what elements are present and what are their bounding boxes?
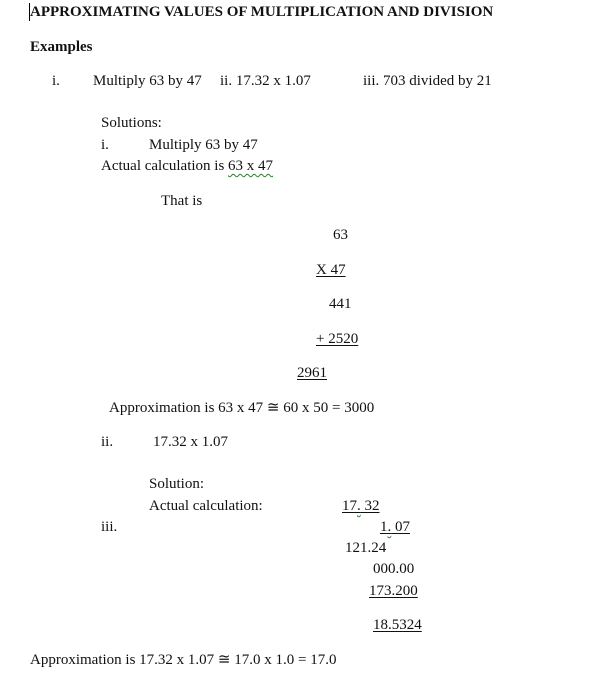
iii-marker: iii.: [101, 519, 118, 535]
mult1-top: 63: [333, 227, 348, 243]
mult2-top: 17. 32: [342, 498, 380, 514]
actual-calculation-line: [101, 157, 273, 175]
actual-calculation-expression: 63 x 47: [228, 158, 274, 174]
mult1-result: 2961: [297, 365, 327, 381]
examples-heading: Examples: [30, 39, 93, 55]
mult2-mid-int: 1: [380, 519, 388, 535]
actual-calculation-label: Actual calculation:: [149, 498, 263, 514]
mult1-partial1: 441: [329, 296, 352, 312]
mult2-top-frac: 32: [364, 498, 380, 514]
solution-i-number: i.: [101, 137, 109, 153]
solution-ii-number: ii.: [101, 434, 114, 450]
mult2-row2: 000.00: [373, 561, 415, 577]
mult2-multiplier: 1. 07: [380, 519, 410, 535]
mult2-row1: 121.24: [345, 540, 387, 556]
mult2-mid-frac: 07: [395, 519, 410, 535]
page-title: APPROXIMATING VALUES OF MULTIPLICATION AND DIVISION: [30, 4, 494, 20]
mult2-top-int: 17: [342, 498, 357, 514]
solution-i-text: Multiply 63 by 47: [149, 137, 258, 153]
approximation-2: Approximation is 17.32 x 1.07 ≅ 17.0 x 1.0 = 17.0: [30, 652, 337, 668]
example-i-number: i.: [52, 73, 60, 89]
mult2-result: 18.5324: [373, 617, 422, 633]
mult1-multiplier: X 47: [316, 262, 346, 278]
example-i-text: Multiply 63 by 47: [93, 73, 202, 89]
example-ii-text: ii. 17.32 x 1.07: [220, 73, 311, 89]
mult1-partial2: + 2520: [316, 331, 359, 347]
mult2-row3: 173.200: [369, 583, 418, 599]
example-iii-text: iii. 703 divided by 21: [363, 73, 492, 89]
solutions-label: Solutions:: [101, 115, 162, 131]
actual-calculation-prefix: Actual calculation is: [101, 158, 229, 174]
that-is-label: That is: [161, 193, 203, 209]
solution-ii-text: 17.32 x 1.07: [153, 434, 228, 450]
solution-label: Solution:: [149, 476, 205, 492]
approximation-1: Approximation is 63 x 47 ≅ 60 x 50 = 3000: [109, 400, 375, 416]
